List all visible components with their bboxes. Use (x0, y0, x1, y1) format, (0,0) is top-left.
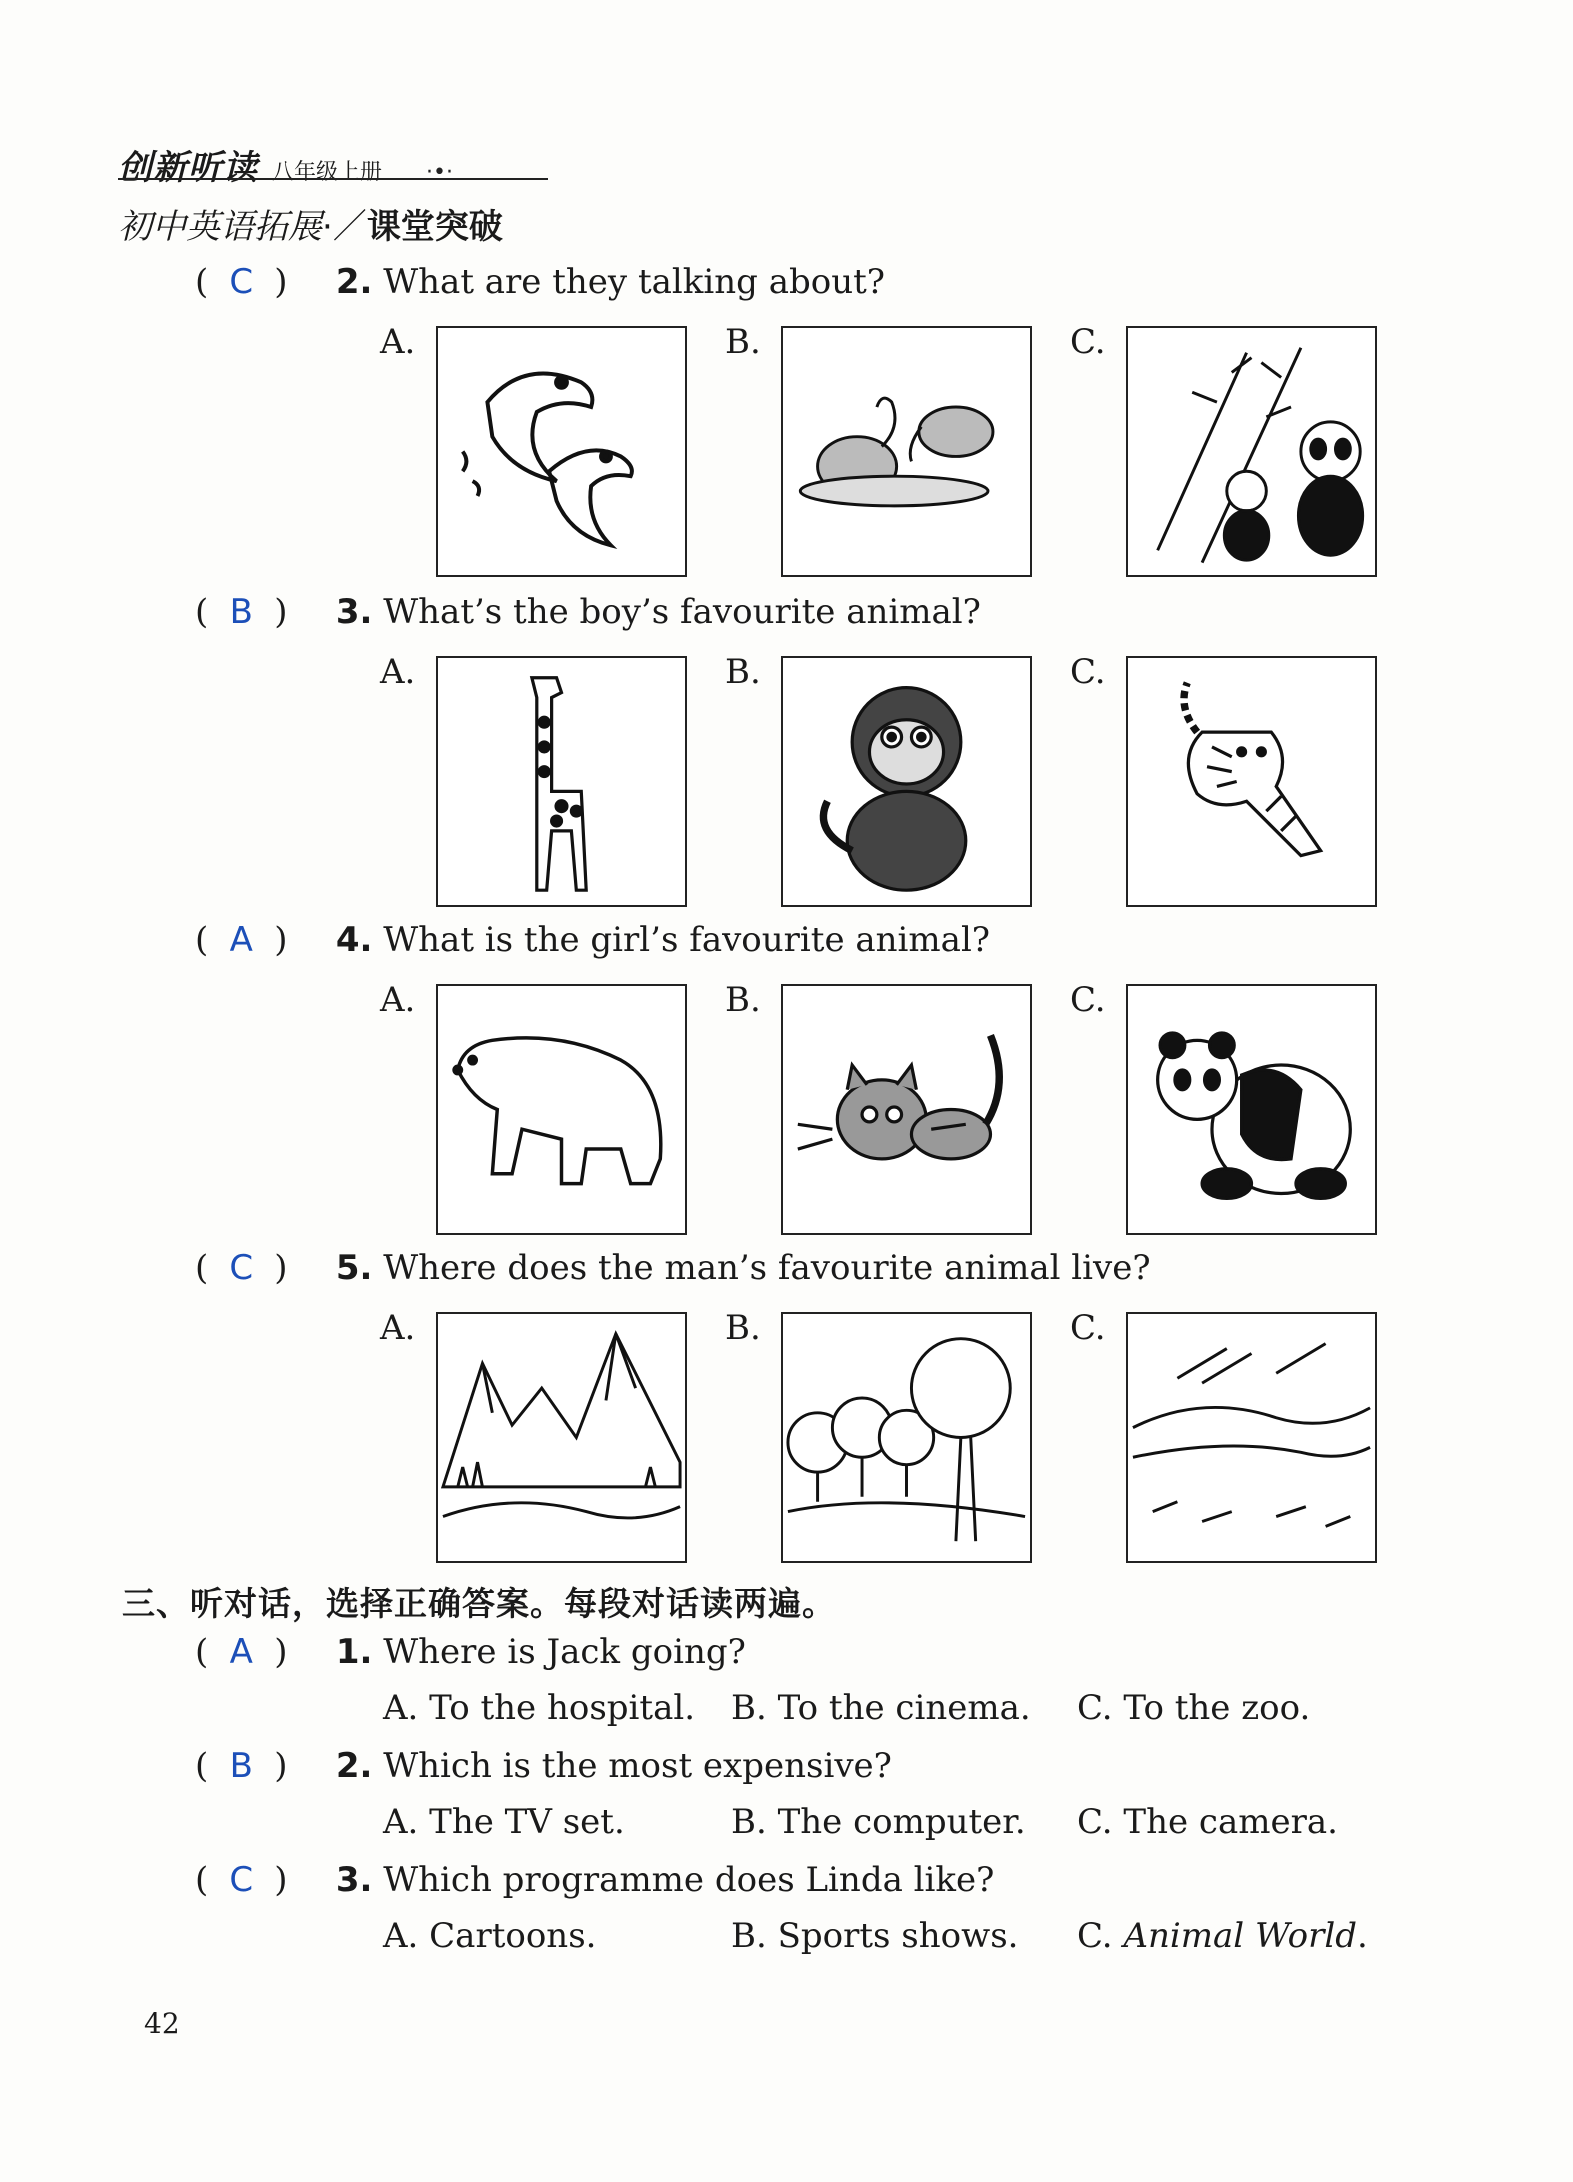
subtitle-a: 初中英语拓展 (118, 207, 322, 247)
forest-picture (781, 1312, 1032, 1563)
choice-c-letter: C. (1077, 1916, 1113, 1956)
option-label: B. (725, 322, 761, 362)
s3-question-1: ( A ) 1. Where is Jack going? (195, 1632, 746, 1672)
question-number: 1. (335, 1632, 373, 1672)
answer-q2: C (229, 262, 254, 302)
answer-s3-q1: A (229, 1632, 253, 1672)
dolphins-picture (436, 326, 687, 577)
option-label: A. (380, 652, 416, 692)
question-3: ( B ) 3. What’s the boy’s favourite animal? (195, 592, 981, 632)
choice-a[interactable]: A. The TV set. (383, 1802, 625, 1842)
brand-title: 创新听读 (118, 148, 258, 188)
option-label: A. (380, 980, 416, 1020)
question-number: 2. (335, 1746, 373, 1786)
elephants-picture (781, 326, 1032, 577)
question-4: ( A ) 4. What is the girl’s favourite animal? (195, 920, 991, 960)
question-text: Which is the most expensive? (383, 1746, 892, 1786)
question-number: 3. (335, 592, 373, 632)
page-number: 42 (144, 2007, 180, 2040)
subtitle-sep: ·／ (322, 207, 367, 247)
desert-picture (1126, 1312, 1377, 1563)
choice-c[interactable]: C. The camera. (1077, 1802, 1338, 1842)
question-number: 2. (335, 262, 373, 302)
question-text: Which programme does Linda like? (383, 1860, 995, 1900)
tiger-picture (1126, 656, 1377, 907)
option-label: B. (725, 980, 761, 1020)
option-label: A. (380, 1308, 416, 1348)
header-rule (118, 178, 548, 180)
question-5: ( C ) 5. Where does the man’s favourite animal live? (195, 1248, 1151, 1288)
question-text: Where does the man’s favourite animal live? (383, 1248, 1151, 1288)
question-text: What’s the boy’s favourite animal? (383, 592, 981, 632)
options-q5 (380, 1308, 1390, 1558)
choice-b[interactable]: B. Sports shows. (731, 1916, 1019, 1956)
cat-picture (781, 984, 1032, 1235)
question-number: 4. (335, 920, 373, 960)
s3-question-3: ( C ) 3. Which programme does Linda like? (195, 1860, 995, 1900)
choice-a[interactable]: A. Cartoons. (383, 1916, 597, 1956)
choice-c[interactable]: C. To the zoo. (1077, 1688, 1311, 1728)
pandas-bamboo-picture (1126, 326, 1377, 577)
answer-s3-q2: B (229, 1746, 253, 1786)
answer-q4: A (229, 920, 253, 960)
option-label: C. (1070, 1308, 1106, 1348)
choice-a[interactable]: A. To the hospital. (383, 1688, 696, 1728)
choice-c[interactable] (1077, 1916, 1368, 1956)
monkey-picture (781, 656, 1032, 907)
page-header (118, 140, 503, 248)
options-q2 (380, 322, 1390, 572)
header-dots: ·•· (426, 160, 453, 185)
answer-s3-q3: C (229, 1860, 254, 1900)
grade-label: 八年级上册 (272, 160, 383, 185)
option-label: C. (1070, 322, 1106, 362)
choice-c-title: Animal World (1123, 1916, 1357, 1956)
option-label: A. (380, 322, 416, 362)
option-label: B. (725, 652, 761, 692)
panda-picture (1126, 984, 1377, 1235)
options-q4 (380, 980, 1390, 1230)
option-label: B. (725, 1308, 761, 1348)
question-text: What are they talking about? (383, 262, 885, 302)
answer-q5: C (229, 1248, 254, 1288)
polar-bear-picture (436, 984, 687, 1235)
s3-question-2: ( B ) 2. Which is the most expensive? (195, 1746, 892, 1786)
answer-q3: B (229, 592, 253, 632)
options-q3 (380, 652, 1390, 902)
question-number: 3. (335, 1860, 373, 1900)
choice-b[interactable]: B. To the cinema. (731, 1688, 1031, 1728)
question-number: 5. (335, 1248, 373, 1288)
option-label: C. (1070, 980, 1106, 1020)
giraffe-picture (436, 656, 687, 907)
mountains-picture (436, 1312, 687, 1563)
question-text: What is the girl’s favourite animal? (383, 920, 991, 960)
subtitle-b: 课堂突破 (366, 207, 503, 247)
question-2: ( C ) 2. What are they talking about? (195, 262, 885, 302)
header-subtitle (118, 199, 503, 248)
option-label: C. (1070, 652, 1106, 692)
choice-b[interactable]: B. The computer. (731, 1802, 1026, 1842)
question-text: Where is Jack going? (383, 1632, 746, 1672)
section-3-title: 三、听对话，选择正确答案。每段对话读两遍。 (122, 1584, 836, 1623)
choice-c-end: . (1356, 1916, 1368, 1956)
